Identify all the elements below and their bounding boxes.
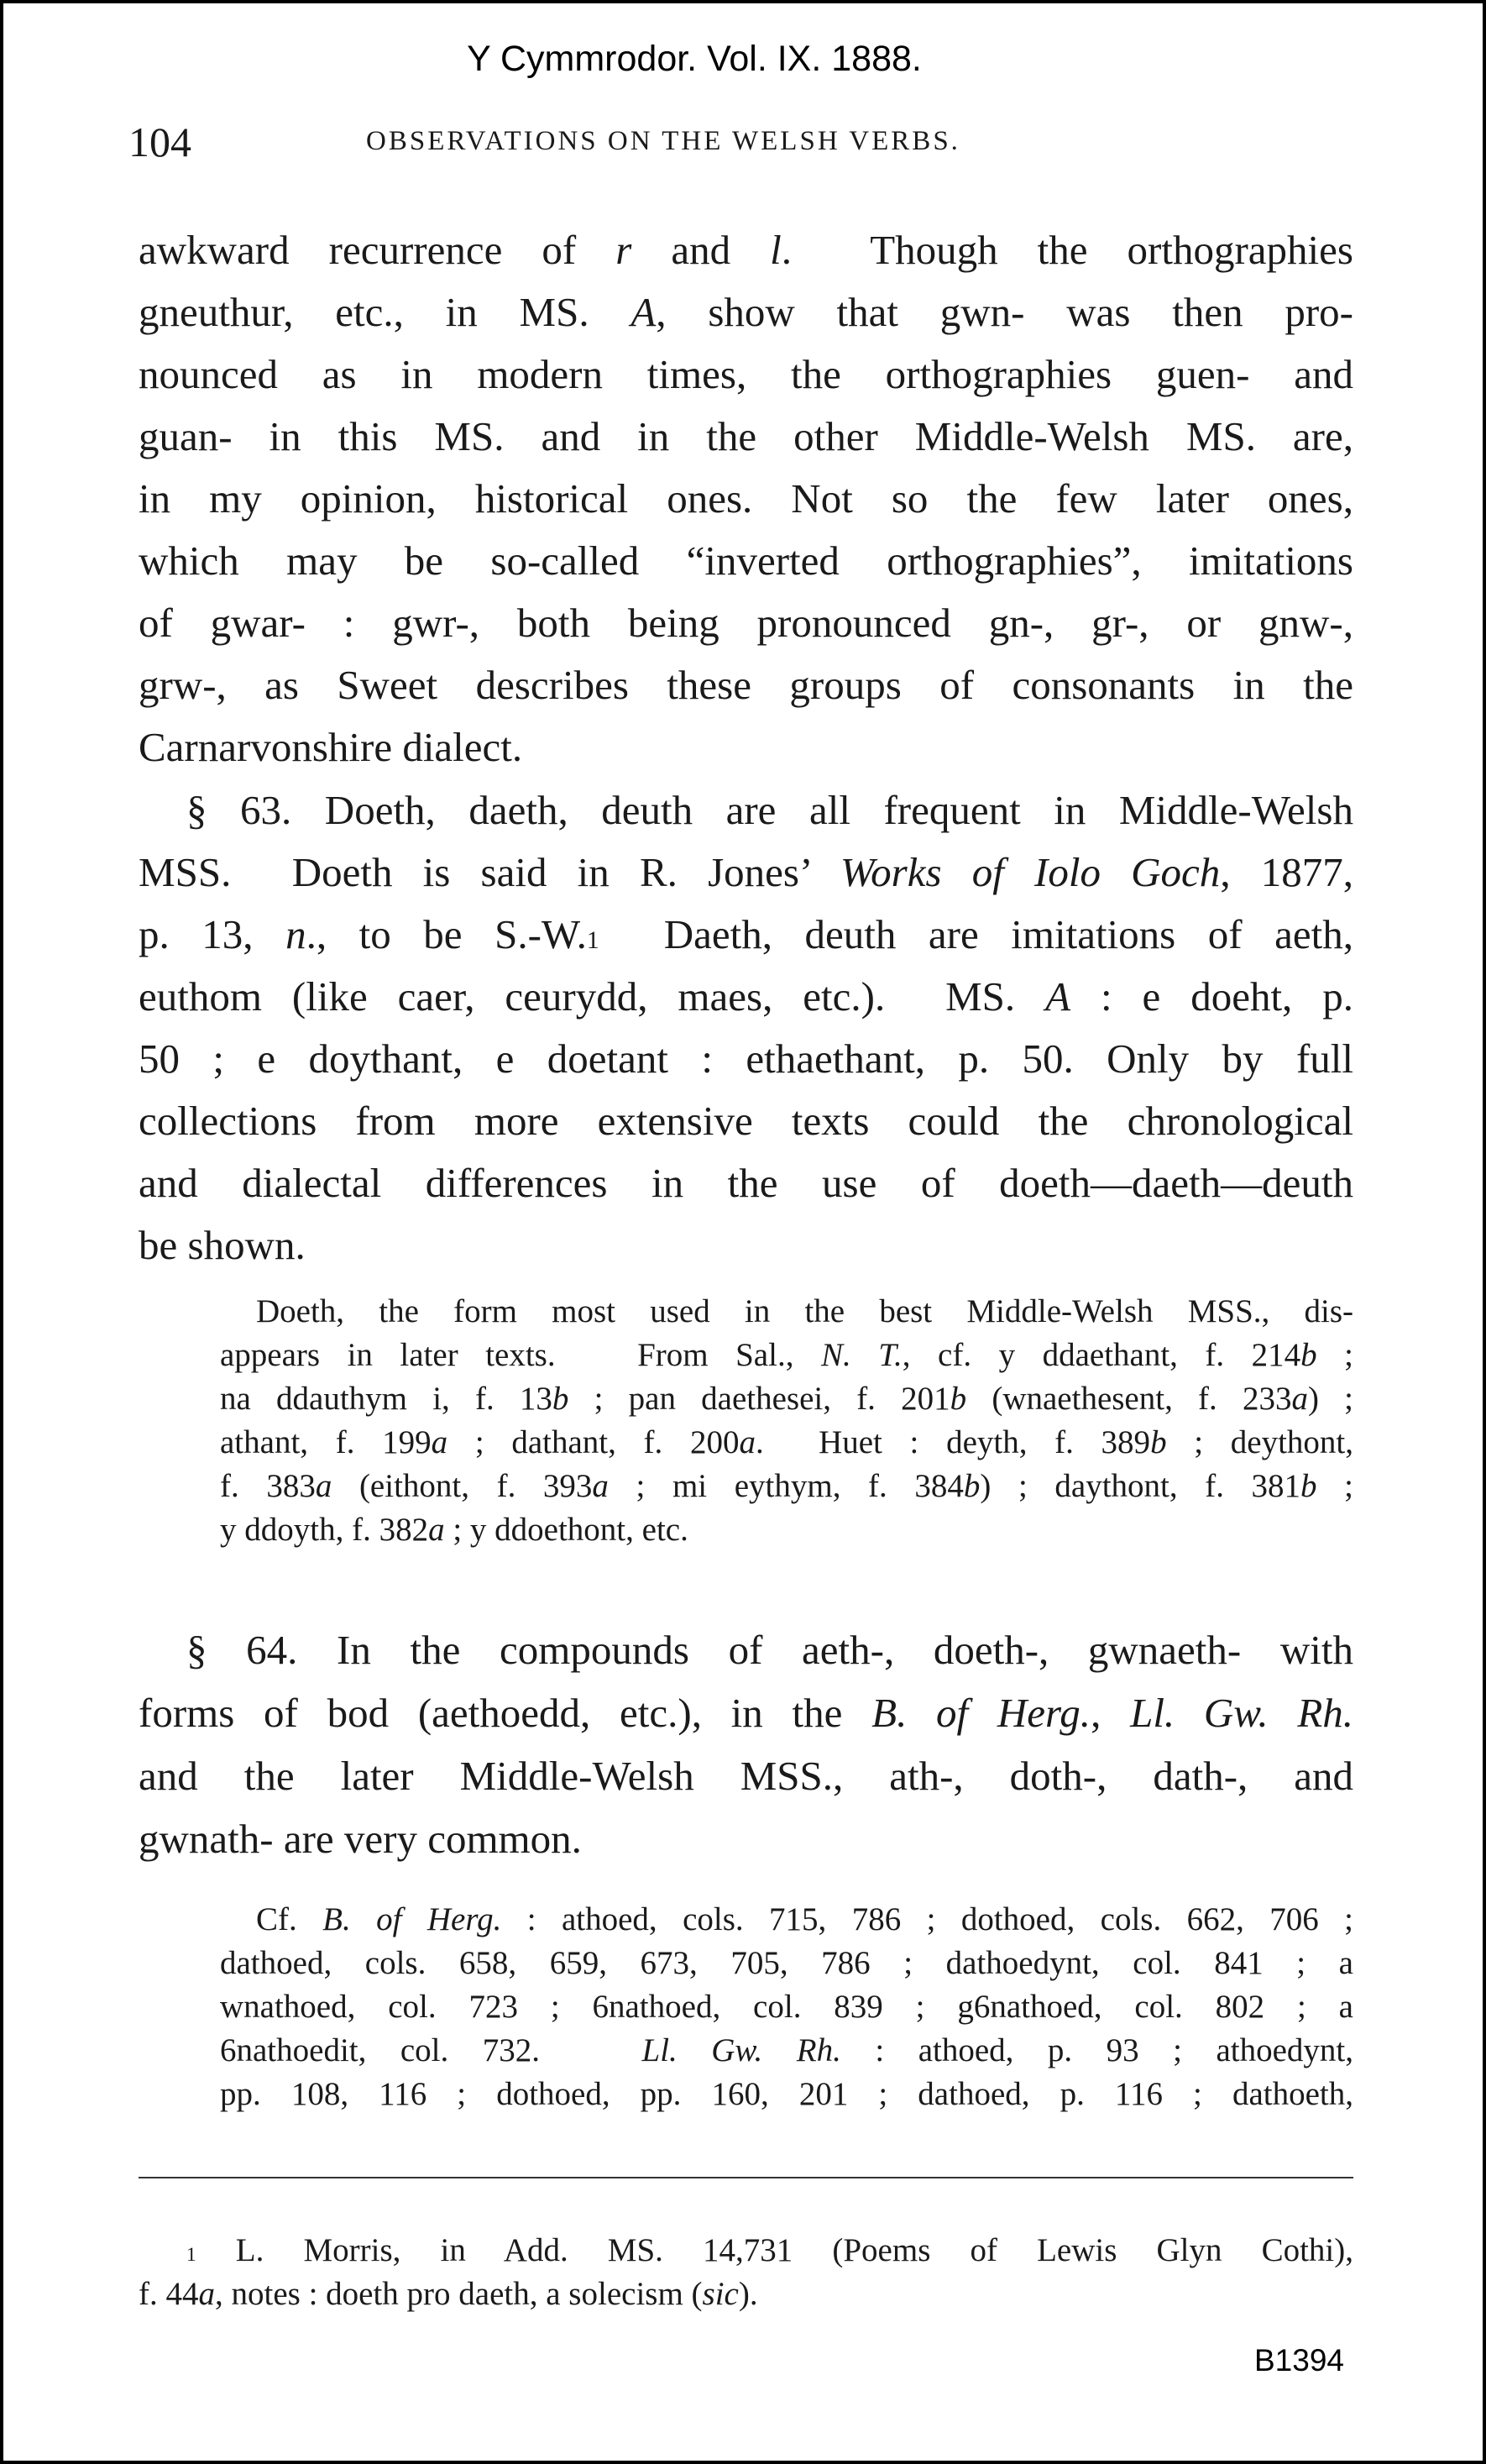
archive-stamp: Y Cymmrodor. Vol. IX. 1888. bbox=[467, 39, 922, 79]
text-line: nounced as in modern times, the orthographies guen- and bbox=[139, 351, 1353, 397]
note-line: y ddoyth, f. 382a ; y ddoethont, etc. bbox=[220, 1512, 688, 1548]
text-line: collections from more extensive texts could the chronological bbox=[139, 1098, 1353, 1144]
text-line: Carnarvonshire dialect. bbox=[139, 724, 523, 770]
section-heading-line: § 63. Doeth, daeth, deuth are all frequent in Middle-Welsh bbox=[186, 787, 1353, 833]
footnote-line: $^1$ L. Morris, in Add. MS. 14,731 (Poems of Lewis Glyn Cothi), bbox=[186, 2232, 1353, 2268]
note-line: wnathoed, col. 723 ; 6nathoed, col. 839 ; g6nathoed, col. 802 ; a bbox=[220, 1989, 1353, 2025]
note-line: Doeth, the form most used in the best Middle-Welsh MSS., dis- bbox=[256, 1293, 1353, 1329]
footnote-marker: 1 bbox=[186, 2244, 196, 2266]
text-line: and dialectal differences in the use of doeth—daeth—deuth bbox=[139, 1160, 1353, 1206]
text-line: MSS. Doeth is said in R. Jones’ Works of Iolo Goch, 1877, bbox=[139, 849, 1354, 895]
text-line: in my opinion, historical ones. Not so the few later ones, bbox=[139, 475, 1353, 522]
text-line: awkward recurrence of r and l. Though the orthographies bbox=[139, 227, 1353, 273]
note-line: Cf. B. of Herg. : athoed, cols. 715, 786 ; dothoed, cols. 662, 706 ; bbox=[256, 1901, 1353, 1937]
footnote-divider bbox=[139, 2177, 1353, 2178]
text-line: grw-, as Sweet describes these groups of consonants in the bbox=[139, 662, 1353, 708]
catalog-id: B1394 bbox=[1254, 2343, 1344, 2377]
note-line: na ddauthym i, f. 13b ; pan daethesei, f. 201b (wnaethesent, f. 233a) ; bbox=[220, 1381, 1353, 1417]
text-line: forms of bod (aethoedd, etc.), in the B. of Herg., Ll. Gw. Rh. bbox=[139, 1690, 1354, 1736]
text-line: gwnath- are very common. bbox=[139, 1816, 582, 1862]
text-line: be shown. bbox=[139, 1222, 306, 1268]
text-line: p. 13, n., to be S.-W.$^1$ Daeth, deuth are imitations of aeth, bbox=[139, 911, 1354, 957]
footnote-line: f. 44a, notes : doeth pro daeth, a solecism (sic). bbox=[139, 2276, 758, 2312]
text-line: and the later Middle-Welsh MSS., ath-, doth-, dath-, and bbox=[139, 1753, 1353, 1799]
note-line: dathoed, cols. 658, 659, 673, 705, 786 ; dathoedynt, col. 841 ; a bbox=[220, 1945, 1353, 1981]
note-line: athant, f. 199a ; dathant, f. 200a. Huet : deyth, f. 389b ; deythont, bbox=[220, 1424, 1353, 1460]
text-line: euthom (like caer, ceurydd, maes, etc.). MS. A : e doeht, p. bbox=[139, 973, 1353, 1020]
running-head-title: OBSERVATIONS ON THE WELSH VERBS. bbox=[366, 126, 960, 156]
footnote-ref-1[interactable]: 1 bbox=[586, 927, 599, 954]
note-line: pp. 108, 116 ; dothoed, pp. 160, 201 ; dathoed, p. 116 ; dathoeth, bbox=[220, 2076, 1353, 2112]
text-line: gneuthur, etc., in MS. A, show that gwn- was then pro- bbox=[139, 289, 1354, 335]
note-line: appears in later texts. From Sal., N. T., cf. y ddaethant, f. 214b ; bbox=[220, 1337, 1354, 1373]
text-line: 50 ; e doythant, e doetant : ethaethant, p. 50. Only by full bbox=[139, 1035, 1353, 1082]
page-number: 104 bbox=[128, 118, 191, 165]
text-line: guan- in this MS. and in the other Middle-Welsh MS. are, bbox=[139, 413, 1353, 459]
text-line: of gwar- : gwr-, both being pronounced gn-, gr-, or gnw-, bbox=[139, 600, 1353, 646]
section-heading-line: § 64. In the compounds of aeth-, doeth-, gwnaeth- with bbox=[186, 1627, 1353, 1673]
text-line: which may be so-called “inverted orthographies”, imitations bbox=[139, 537, 1353, 584]
note-line: f. 383a (eithont, f. 393a ; mi eythym, f. 384b) ; daythont, f. 381b ; bbox=[220, 1468, 1353, 1504]
note-line: 6nathoedit, col. 732. Ll. Gw. Rh. : athoed, p. 93 ; athoedynt, bbox=[220, 2032, 1353, 2068]
